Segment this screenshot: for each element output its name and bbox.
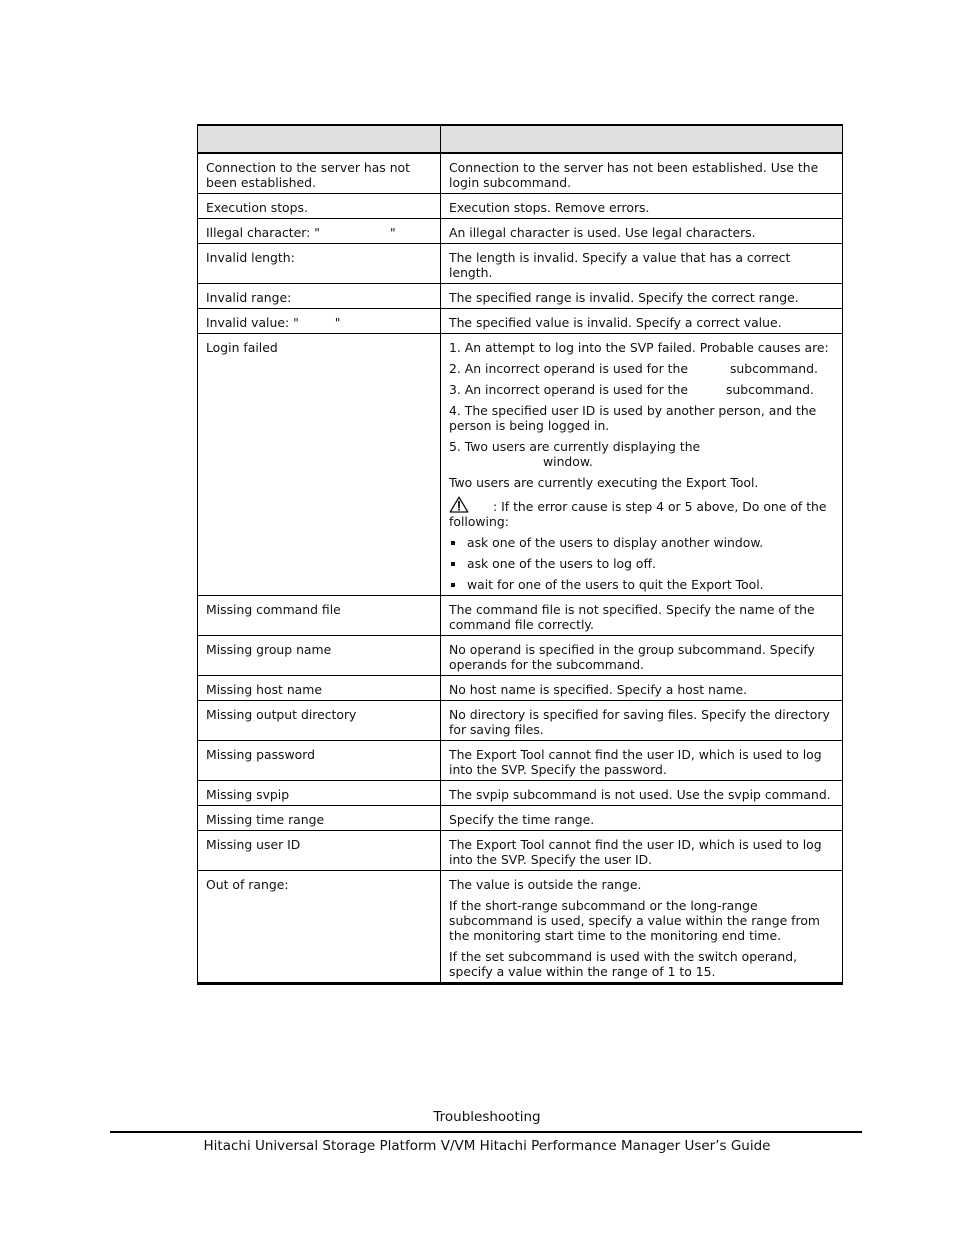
message-cell: Invalid range: xyxy=(198,284,441,309)
message-cell: Missing output directory xyxy=(198,701,441,741)
table-row xyxy=(198,741,843,781)
table-row xyxy=(198,194,843,219)
table-row xyxy=(198,596,843,636)
description-text: The Export Tool cannot find the user ID, which is used to log into the SVP. Specify the password. xyxy=(449,747,822,777)
description-cell xyxy=(441,309,843,334)
description-cell xyxy=(441,781,843,806)
message-cell: Invalid length: xyxy=(198,244,441,284)
message-cell: Missing password xyxy=(198,741,441,781)
message-cell xyxy=(198,309,441,334)
cause-3: 3. An incorrect operand is used for the subcommand. xyxy=(449,382,814,397)
cause-2: 2. An incorrect operand is used for the subcommand. xyxy=(449,361,818,376)
description-cell xyxy=(441,871,843,984)
description-text: The specified value is invalid. Specify a correct value. xyxy=(449,315,782,330)
header-message xyxy=(198,125,441,153)
description-text: If the set subcommand is used with the switch operand, specify a value within the range of 1 to 15. xyxy=(449,949,798,979)
description-text: The Export Tool cannot find the user ID, which is used to log into the SVP. Specify the user ID. xyxy=(449,837,822,867)
table-row xyxy=(198,284,843,309)
cause-6: Two users are currently executing the Export Tool. xyxy=(449,475,759,490)
description-text: No directory is specified for saving files. Specify the directory for saving files. xyxy=(449,707,830,737)
description-text: The specified range is invalid. Specify the correct range. xyxy=(449,290,799,305)
error-message-table xyxy=(197,124,843,985)
cause-1: 1. An attempt to log into the SVP failed. Probable causes are: xyxy=(449,340,829,355)
table-row xyxy=(198,676,843,701)
table-row xyxy=(198,701,843,741)
message-quote-end: " xyxy=(334,315,341,330)
table-row xyxy=(198,219,843,244)
description-text: The svpip subcommand is not used. Use the svpip command. xyxy=(449,787,831,802)
action-list xyxy=(449,535,834,592)
footer-divider xyxy=(110,1131,862,1133)
message-cell: Missing host name xyxy=(198,676,441,701)
caution-note: : If the error cause is step 4 or 5 above, Do one of the following: xyxy=(449,496,834,529)
message-cell xyxy=(198,219,441,244)
description-cell xyxy=(441,676,843,701)
table-header-row xyxy=(198,125,843,153)
table-row xyxy=(198,781,843,806)
description-cell xyxy=(441,194,843,219)
description-text: If the short-range subcommand or the long-range subcommand is used, specify a value within the range from the monitoring start time to the monitoring end time. xyxy=(449,898,820,943)
description-text: Execution stops. Remove errors. xyxy=(449,200,650,215)
description-text: An illegal character is used. Use legal characters. xyxy=(449,225,756,240)
list-item: wait for one of the users to quit the Export Tool. xyxy=(449,577,834,592)
message-cell: Missing group name xyxy=(198,636,441,676)
message-cell: Missing command file xyxy=(198,596,441,636)
message-cell: Login failed xyxy=(198,334,441,596)
message-quote-end: " xyxy=(389,225,396,240)
message-cell: Missing time range xyxy=(198,806,441,831)
description-text: Specify the time range. xyxy=(449,812,595,827)
footer-section-name: Troubleshooting xyxy=(433,1109,541,1125)
message-cell: Missing user ID xyxy=(198,831,441,871)
description-cell xyxy=(441,701,843,741)
table-row xyxy=(198,806,843,831)
table-row xyxy=(198,153,843,194)
description-cell xyxy=(441,831,843,871)
table-row xyxy=(198,636,843,676)
message-cell: Execution stops. xyxy=(198,194,441,219)
message-text: Illegal character: " xyxy=(206,225,320,240)
description-cell xyxy=(441,806,843,831)
list-item: ask one of the users to display another window. xyxy=(449,535,834,550)
description-text: The command file is not specified. Specify the name of the command file correctly. xyxy=(449,602,815,632)
list-item: ask one of the users to log off. xyxy=(449,556,834,571)
cause-5: 5. Two users are currently displaying the window. xyxy=(449,439,701,469)
table-row xyxy=(198,309,843,334)
description-cell xyxy=(441,596,843,636)
description-cell xyxy=(441,334,843,596)
footer-document-title: Hitachi Universal Storage Platform V/VM Hitachi Performance Manager User’s Guide xyxy=(203,1138,771,1154)
message-cell: Missing svpip xyxy=(198,781,441,806)
warning-triangle-icon xyxy=(449,496,469,513)
table-row xyxy=(198,871,843,984)
description-cell xyxy=(441,741,843,781)
message-cell: Out of range: xyxy=(198,871,441,984)
description-text: The value is outside the range. xyxy=(449,877,642,892)
table-row xyxy=(198,244,843,284)
description-cell xyxy=(441,636,843,676)
header-description xyxy=(441,125,843,153)
cause-4: 4. The specified user ID is used by another person, and the person is being logged in. xyxy=(449,403,817,433)
table-row-login-failed xyxy=(198,334,843,596)
description-text: No host name is specified. Specify a host name. xyxy=(449,682,748,697)
description-cell xyxy=(441,244,843,284)
description-cell xyxy=(441,153,843,194)
message-text: Invalid value: " xyxy=(206,315,299,330)
description-text: Connection to the server has not been established. Use the login subcommand. xyxy=(449,160,819,190)
description-text: No operand is specified in the group subcommand. Specify operands for the subcommand. xyxy=(449,642,815,672)
description-cell xyxy=(441,219,843,244)
description-text: The length is invalid. Specify a value that has a correct length. xyxy=(449,250,791,280)
description-cell xyxy=(441,284,843,309)
message-cell: Connection to the server has not been established. xyxy=(198,153,441,194)
table-row xyxy=(198,831,843,871)
